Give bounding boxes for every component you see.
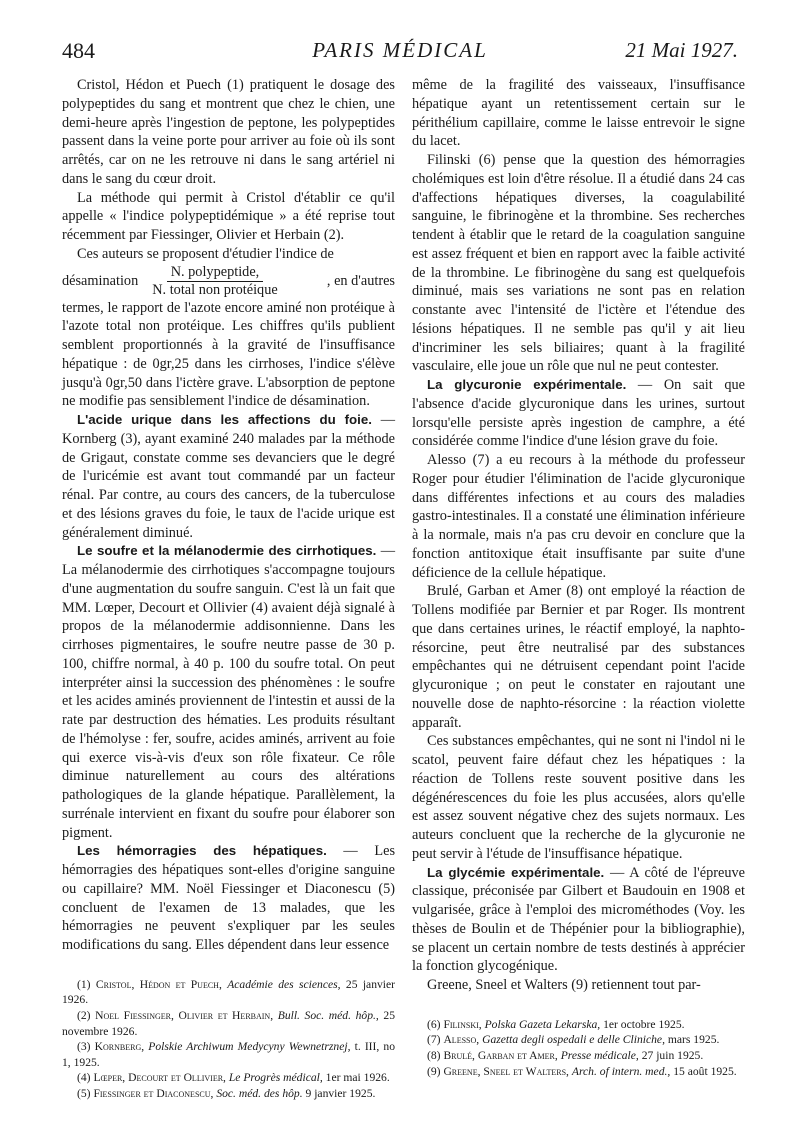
footnotes <box>412 1017 745 1079</box>
paragraph: Ces auteurs se proposent d'étudier l'indice de <box>77 245 334 262</box>
left-column <box>62 76 395 1102</box>
footnote: (3) Kornberg, Polskie Archiwum Medycyny Wewnetrznej, t. III, no 1, 1925. <box>62 1040 396 1069</box>
footnote: (7) Alesso, Gazetta degli ospedali e delle Cliniche, mars 1925. <box>427 1033 720 1047</box>
section-text: — Les hémorragies des hépatiques sont-elles d'origine sanguine ou capillaire? MM. Noël Fiessinger et Diaconescu (5) concluent de l'examen de 13 malades, que les hémorragies ne peuvent s'expliquer par les seules modifications du sang. Elles dépendent dans leur essence <box>62 843 396 953</box>
formula-label: désamination <box>62 272 139 289</box>
section-uric-acid <box>62 411 395 542</box>
section-hemorrhages <box>62 842 395 955</box>
issue-date: 21 Mai 1927. <box>625 38 738 62</box>
right-column <box>412 76 745 1079</box>
paragraph: Ces substances empêchantes, qui ne sont ni l'indol ni le scatol, peuvent faire défaut chez les hépatiques : la réaction de Tollens reste souvent positive dans les dégénérescences du foie les plus accusées, alors qu'elle est assez souvent négative chez des sujets normaux. Les auteurs concluent que la recherche de la glycuronie ne peut servir à l'étude de l'insuffisance hépatique. <box>412 733 745 862</box>
footnote: (4) Lœper, Decourt et Ollivier, Le Progrès médical, 1er mai 1926. <box>77 1071 390 1085</box>
fraction-denominator: N. total non protéique <box>152 281 278 298</box>
paragraph: Cristol, Hédon et Puech (1) pratiquent le dosage des polypeptides du sang et montrent que chez le chien, une demi-heure après l'ingestion de peptone, les polypeptides passent dans la veine porte pour arriver au foie où ils sont arrêtés, car on ne les retrouve ni dans le sang artériel ni dans le sang du cœur droit. <box>62 77 395 187</box>
paragraph: Greene, Sneel et Walters (9) retiennent tout par- <box>427 977 701 993</box>
section-text: — On sait que l'absence d'acide glycuronique dans les urines, surtout lorsqu'elle persiste après ingestion de camphre, a été considérée comme l'indice d'une lésion grave du foie. <box>412 377 745 450</box>
footnotes <box>62 977 395 1102</box>
page-number: 484 <box>62 38 95 63</box>
footnote: (6) Filinski, Polska Gazeta Lekarska, 1er octobre 1925. <box>427 1017 685 1031</box>
running-header <box>62 38 738 68</box>
paragraph: Alesso (7) a eu recours à la méthode du professeur Roger pour étudier l'élimination de l'acide glycuronique dans différentes infections et au cours des maladies gastro-intestinales. Il a constaté une élimination inférieure à la normale, mais n'a pas cru devoir en conclure que la fonction antitoxique était insuffisante par suite d'une déficience de la cellule hépatique. <box>412 452 745 581</box>
section-text: — La mélanodermie des cirrhotiques s'accompagne toujours d'une augmentation du soufre sanguin. C'est là un fait que MM. Lœper, Decourt et Ollivier (4) avaient déjà signalé à propos de la mélanodermie addisonnienne. Dans les cirrhoses pigmentaires, le soufre neutre passe de 30 p. 100, chiffre normal, à 40 p. 100 du soufre total. On peut interpréter ainsi la succession des phénomènes : le soufre et les acides aminés proviennent de l'intestin et aussi de la rate par destruction des hématies. Les produits résultant de l'hémolyse : fer, soufre, acides aminés, arrivent au foie qui exerce vis-à-vis d'eux son rôle fixateur. Ce rôle diminue naturellement au cours des altérations pathologiques de la glande hépatique. Parallèlement, la surrénale intervient en fixant du soufre pour élaborer son pigment. <box>62 543 396 841</box>
journal-title: PARIS MÉDICAL <box>312 38 488 62</box>
footnote: (9) Greene, Sneel et Walters, Arch. of intern. med., 15 août 1925. <box>427 1064 737 1078</box>
section-glycemia <box>412 864 745 977</box>
section-heading: L'acide urique dans les affections du foie. <box>77 412 372 427</box>
footnote: (1) Cristol, Hédon et Puech, Académie des sciences, 25 janvier 1926. <box>62 977 396 1007</box>
paragraph: Filinski (6) pense que la question des hémorragies cholémiques est loin d'être résolue. Il a étudié dans 24 cas d'affections hépatiques diverses, la coagulabilité sanguine, le fibrinogène et la thrombine. Ses recherches tendent à établir que le retard de la coagulation sanguine est assez fréquent et bien en rapport avec la faible activité de la thrombine. Le fibrinogène du sang est quelquefois diminué, mais ses variations ne sont pas en relation constante avec l'intensité de l'ictère et l'étendue des lésions hépatiques. Il ne semble pas qu'il y ait lieu d'incriminer les sels biliaires; quant à la fragilité vasculaire, elle joue un rôle que nul ne peut contester. <box>412 152 745 375</box>
section-glycuronia <box>412 376 745 451</box>
section-sulfur <box>62 542 395 842</box>
paragraph: La méthode qui permit à Cristol d'établir ce qu'il appelle « l'indice polypeptidémique » a été reprise tout récemment par Fiessinger, Olivier et Herbain (2). <box>62 189 395 243</box>
footnote: (8) Brulé, Garban et Amer, Presse médicale, 27 juin 1925. <box>427 1048 704 1062</box>
section-text: — Kornberg (3), ayant examiné 240 malades par la méthode de Grigaut, constate comme ses devanciers que le degré de l'uricémie est avant tout commandé par un facteur rénal. Par contre, au cours des cancers, de la tuberculose et des lésions graves du foie, le taux de l'acide urique est généralement diminué. <box>62 412 396 541</box>
section-text: — A côté de l'épreuve classique, préconisée par Gilbert et Baudouin en 1908 et vulgarisée, grâce à l'emploi des microméthodes (Voy. les thèses de Boulin et de Thépénier pour la bibliographie), se placent un certain nombre de tests destinés à apprécier la fonction glycogénique. <box>412 864 745 975</box>
deamination-formula <box>62 264 395 299</box>
paragraph: termes, le rapport de l'azote encore aminé non protéique à l'azote total non protéique. Les chiffres qu'ils publient semblent proportionnés à la gravité de l'insuffisance hépatique : de 0gr,25 dans les cirrhoses, l'indice s'élève jusqu'à 0gr,50 dans l'ictère grave. L'absorption de peptone ne modifie pas sensiblement l'indice de désamination. <box>62 299 395 410</box>
section-heading: Les hémorragies des hépatiques. <box>77 843 327 859</box>
paragraph: Brulé, Garban et Amer (8) ont employé la réaction de Tollens modifiée par Bernier et par Roger. Ils montrent que dans certaines urines, le réactif employé, la naphto-résorcine, peut être neutralisé par des substances empêchantes qui ne détruisent cependant point l'acide glycuronique ; on peut le constater en rajoutant une nouvelle dose de naphto-résorcine : la réaction violette apparaît. <box>412 583 745 731</box>
formula-tail: , en d'autres <box>326 272 395 289</box>
fraction <box>148 264 281 299</box>
paragraph: même de la fragilité des vaisseaux, l'insuffisance hépatique ayant un retentissement certain sur le périthélium capillaire, comme le laisse entrevoir le signe du lacet. <box>412 77 745 150</box>
section-heading: Le soufre et la mélanodermie des cirrhotiques. <box>77 543 377 559</box>
section-heading: La glycémie expérimentale. <box>427 864 605 880</box>
section-heading: La glycuronie expérimentale. <box>427 377 627 392</box>
fraction-numerator: N. polypeptide, <box>167 264 264 282</box>
footnote: (5) Fiessinger et Diaconescu, Soc. méd. des hôp. 9 janvier 1925. <box>77 1086 376 1100</box>
footnote: (2) Noel Fiessinger, Olivier et Herbain, Bull. Soc. méd. hôp., 25 novembre 1926. <box>62 1008 395 1038</box>
